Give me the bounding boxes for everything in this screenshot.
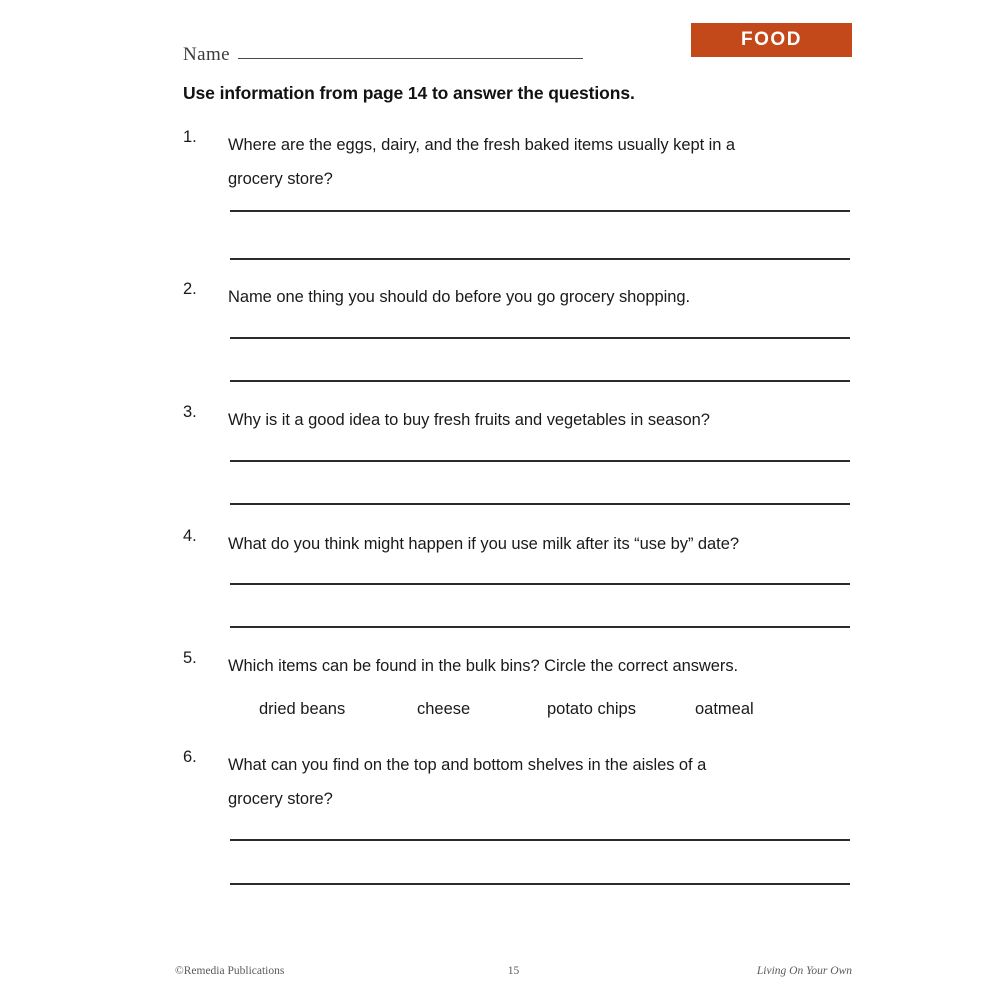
question-number: 4.	[183, 527, 197, 545]
subject-badge-label: FOOD	[741, 29, 802, 50]
question-text	[228, 280, 828, 314]
subject-badge	[691, 23, 852, 57]
question-text	[228, 128, 828, 196]
footer-page-number: 15	[507, 965, 520, 977]
question-number: 6.	[183, 748, 197, 766]
question-text-line-2: grocery store?	[228, 790, 333, 808]
name-field-row	[183, 44, 583, 66]
question-number: 3.	[183, 403, 197, 421]
answer-write-line[interactable]	[230, 258, 850, 260]
circle-option[interactable]: oatmeal	[695, 700, 754, 718]
question-text-line-1: What can you find on the top and bottom shelves in the aisles of a	[228, 756, 707, 774]
name-input-line[interactable]	[238, 58, 583, 59]
answer-write-line[interactable]	[230, 210, 850, 212]
question-text-line-1: What do you think might happen if you use milk after its “use by” date?	[228, 535, 739, 553]
question-number: 2.	[183, 280, 197, 298]
circle-option[interactable]: potato chips	[547, 700, 636, 718]
question-number: 1.	[183, 128, 197, 146]
question-text-line-1: Where are the eggs, dairy, and the fresh baked items usually kept in a	[228, 136, 736, 154]
instruction-heading: Use information from page 14 to answer the questions.	[183, 83, 635, 103]
question-number: 5.	[183, 649, 197, 667]
answer-write-line[interactable]	[230, 337, 850, 339]
answer-write-line[interactable]	[230, 839, 850, 841]
answer-write-line[interactable]	[230, 460, 850, 462]
question-text-line-1: Which items can be found in the bulk bins? Circle the correct answers.	[228, 657, 739, 675]
question-text-line-1: Why is it a good idea to buy fresh fruits and vegetables in season?	[228, 411, 710, 429]
question-text	[228, 403, 828, 437]
question-text	[228, 649, 828, 683]
page-footer	[175, 965, 852, 983]
footer-copyright: ©Remedia Publications	[175, 965, 285, 977]
circle-option[interactable]: dried beans	[259, 700, 346, 718]
answer-write-line[interactable]	[230, 380, 850, 382]
answer-write-line[interactable]	[230, 583, 850, 585]
answer-write-line[interactable]	[230, 503, 850, 505]
circle-option[interactable]: cheese	[417, 700, 471, 718]
question-text	[228, 527, 828, 561]
answer-write-line[interactable]	[230, 883, 850, 885]
answer-write-line[interactable]	[230, 626, 850, 628]
circle-options-row	[0, 700, 1000, 724]
footer-book-title: Living On Your Own	[756, 965, 852, 977]
question-text	[228, 748, 828, 816]
name-label: Name	[183, 44, 230, 65]
question-text-line-1: Name one thing you should do before you go grocery shopping.	[228, 288, 691, 306]
question-text-line-2: grocery store?	[228, 170, 333, 188]
